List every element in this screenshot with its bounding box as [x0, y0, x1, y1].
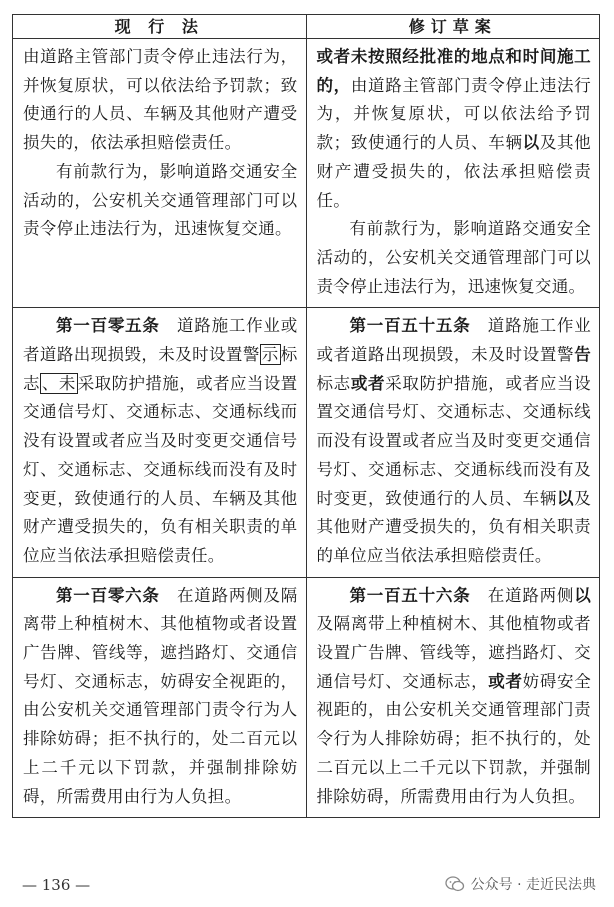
watermark-text: 公众号 · 走近民法典 [470, 877, 596, 893]
paragraph: 第一百五十六条 在道路两侧以及隔离带上种植树木、其他植物或者设置广告牌、管线等，遮挡路灯、交通信号灯、交通标志，或者妨碍安全视距的，由公安机关交通管理部门责令行为人排除妨碍；拒不执行的，处二百元以上二千元以下罚款，并强制排除妨碍，所需费用由行为人负担。 [316, 585, 592, 806]
deleted-text-box: 、未 [41, 373, 76, 393]
cell-current-law [13, 39, 307, 308]
paragraph: 有前款行为，影响道路交通安全活动的，公安机关交通管理部门可以责令停止违法行为，迅速恢复交通。 [23, 161, 298, 239]
cell-current-law [13, 308, 307, 577]
cell-draft [306, 308, 600, 577]
watermark [445, 874, 596, 894]
wechat-icon [445, 876, 465, 892]
amended-text: 或者 [488, 671, 523, 691]
cell-draft [306, 577, 600, 818]
table-row [13, 308, 600, 577]
paragraph: 第一百零六条 在道路两侧及隔离带上种植树木、其他植物或者设置广告牌、管线等，遮挡路灯、交通信号灯、交通标志，妨碍安全视距的，由公安机关交通管理部门责令行为人排除妨碍；拒不执行的，处二百元以上二千元以下罚款，并强制排除妨碍，所需费用由行为人负担。 [23, 585, 298, 806]
paragraph: 或者未按照经批准的地点和时间施工的，由道路主管部门责令停止违法行为，并恢复原状，可以依法给予罚款；致使通行的人员、车辆以及其他财产遭受损失的，依法承担赔偿责任。 [316, 47, 591, 210]
comparison-table [12, 14, 600, 818]
article-title: 第一百零五条 [56, 316, 160, 336]
header-current-law: 现 行 法 [13, 15, 307, 39]
article-title: 第一百五十五条 [349, 316, 471, 336]
deleted-text-box: 示 [261, 345, 279, 365]
cell-draft [306, 39, 600, 308]
amended-text: 以 [522, 133, 540, 153]
paragraph: 第一百五十五条 道路施工作业或者道路出现损毁，未及时设置警告标志或者采取防护措施，或者应当设置交通信号灯、交通标志、交通标线而没有设置或者应当及时变更交通信号灯、交通标志、交通标线而没有及时变更，致使通行的人员、车辆以及其他财产遭受损失的，负有相关职责的单位应当依法承担赔偿责任。 [316, 316, 591, 565]
header-row [13, 15, 600, 39]
article-title: 第一百零六条 [56, 585, 160, 605]
table-row [13, 39, 600, 308]
amended-text: 或者 [350, 373, 386, 393]
paragraph: 有前款行为，影响道路交通安全活动的，公安机关交通管理部门可以责令停止违法行为，迅速恢复交通。 [316, 219, 591, 296]
amended-text: 或者未按照经批准的地点和时间施工的， [316, 47, 591, 95]
amended-text: 告 [574, 345, 591, 365]
cell-current-law [13, 577, 307, 818]
amended-text: 以 [574, 585, 592, 605]
page-number: — 136 — [22, 876, 91, 894]
table-row [13, 577, 600, 818]
paragraph: 由道路主管部门责令停止违法行为，并恢复原状，可以依法给予罚款；致使通行的人员、车辆及其他财产遭受损失的，依法承担赔偿责任。 [23, 47, 298, 153]
amended-text: 以 [557, 488, 575, 508]
header-draft: 修订草案 [306, 15, 600, 39]
article-title: 第一百五十六条 [349, 585, 471, 605]
paragraph: 第一百零五条 道路施工作业或者道路出现损毁，未及时设置警 示 标志 、未 采取防护措施，或者应当设置交通信号灯、交通标志、交通标线而没有设置或者应当及时变更交通信号灯、交通标志、交通标线而没有及时变更，致使通行的人员、车辆及其他财产遭受损失的，负有相关职责的单位应当依法承担赔偿责任。 [23, 316, 298, 565]
